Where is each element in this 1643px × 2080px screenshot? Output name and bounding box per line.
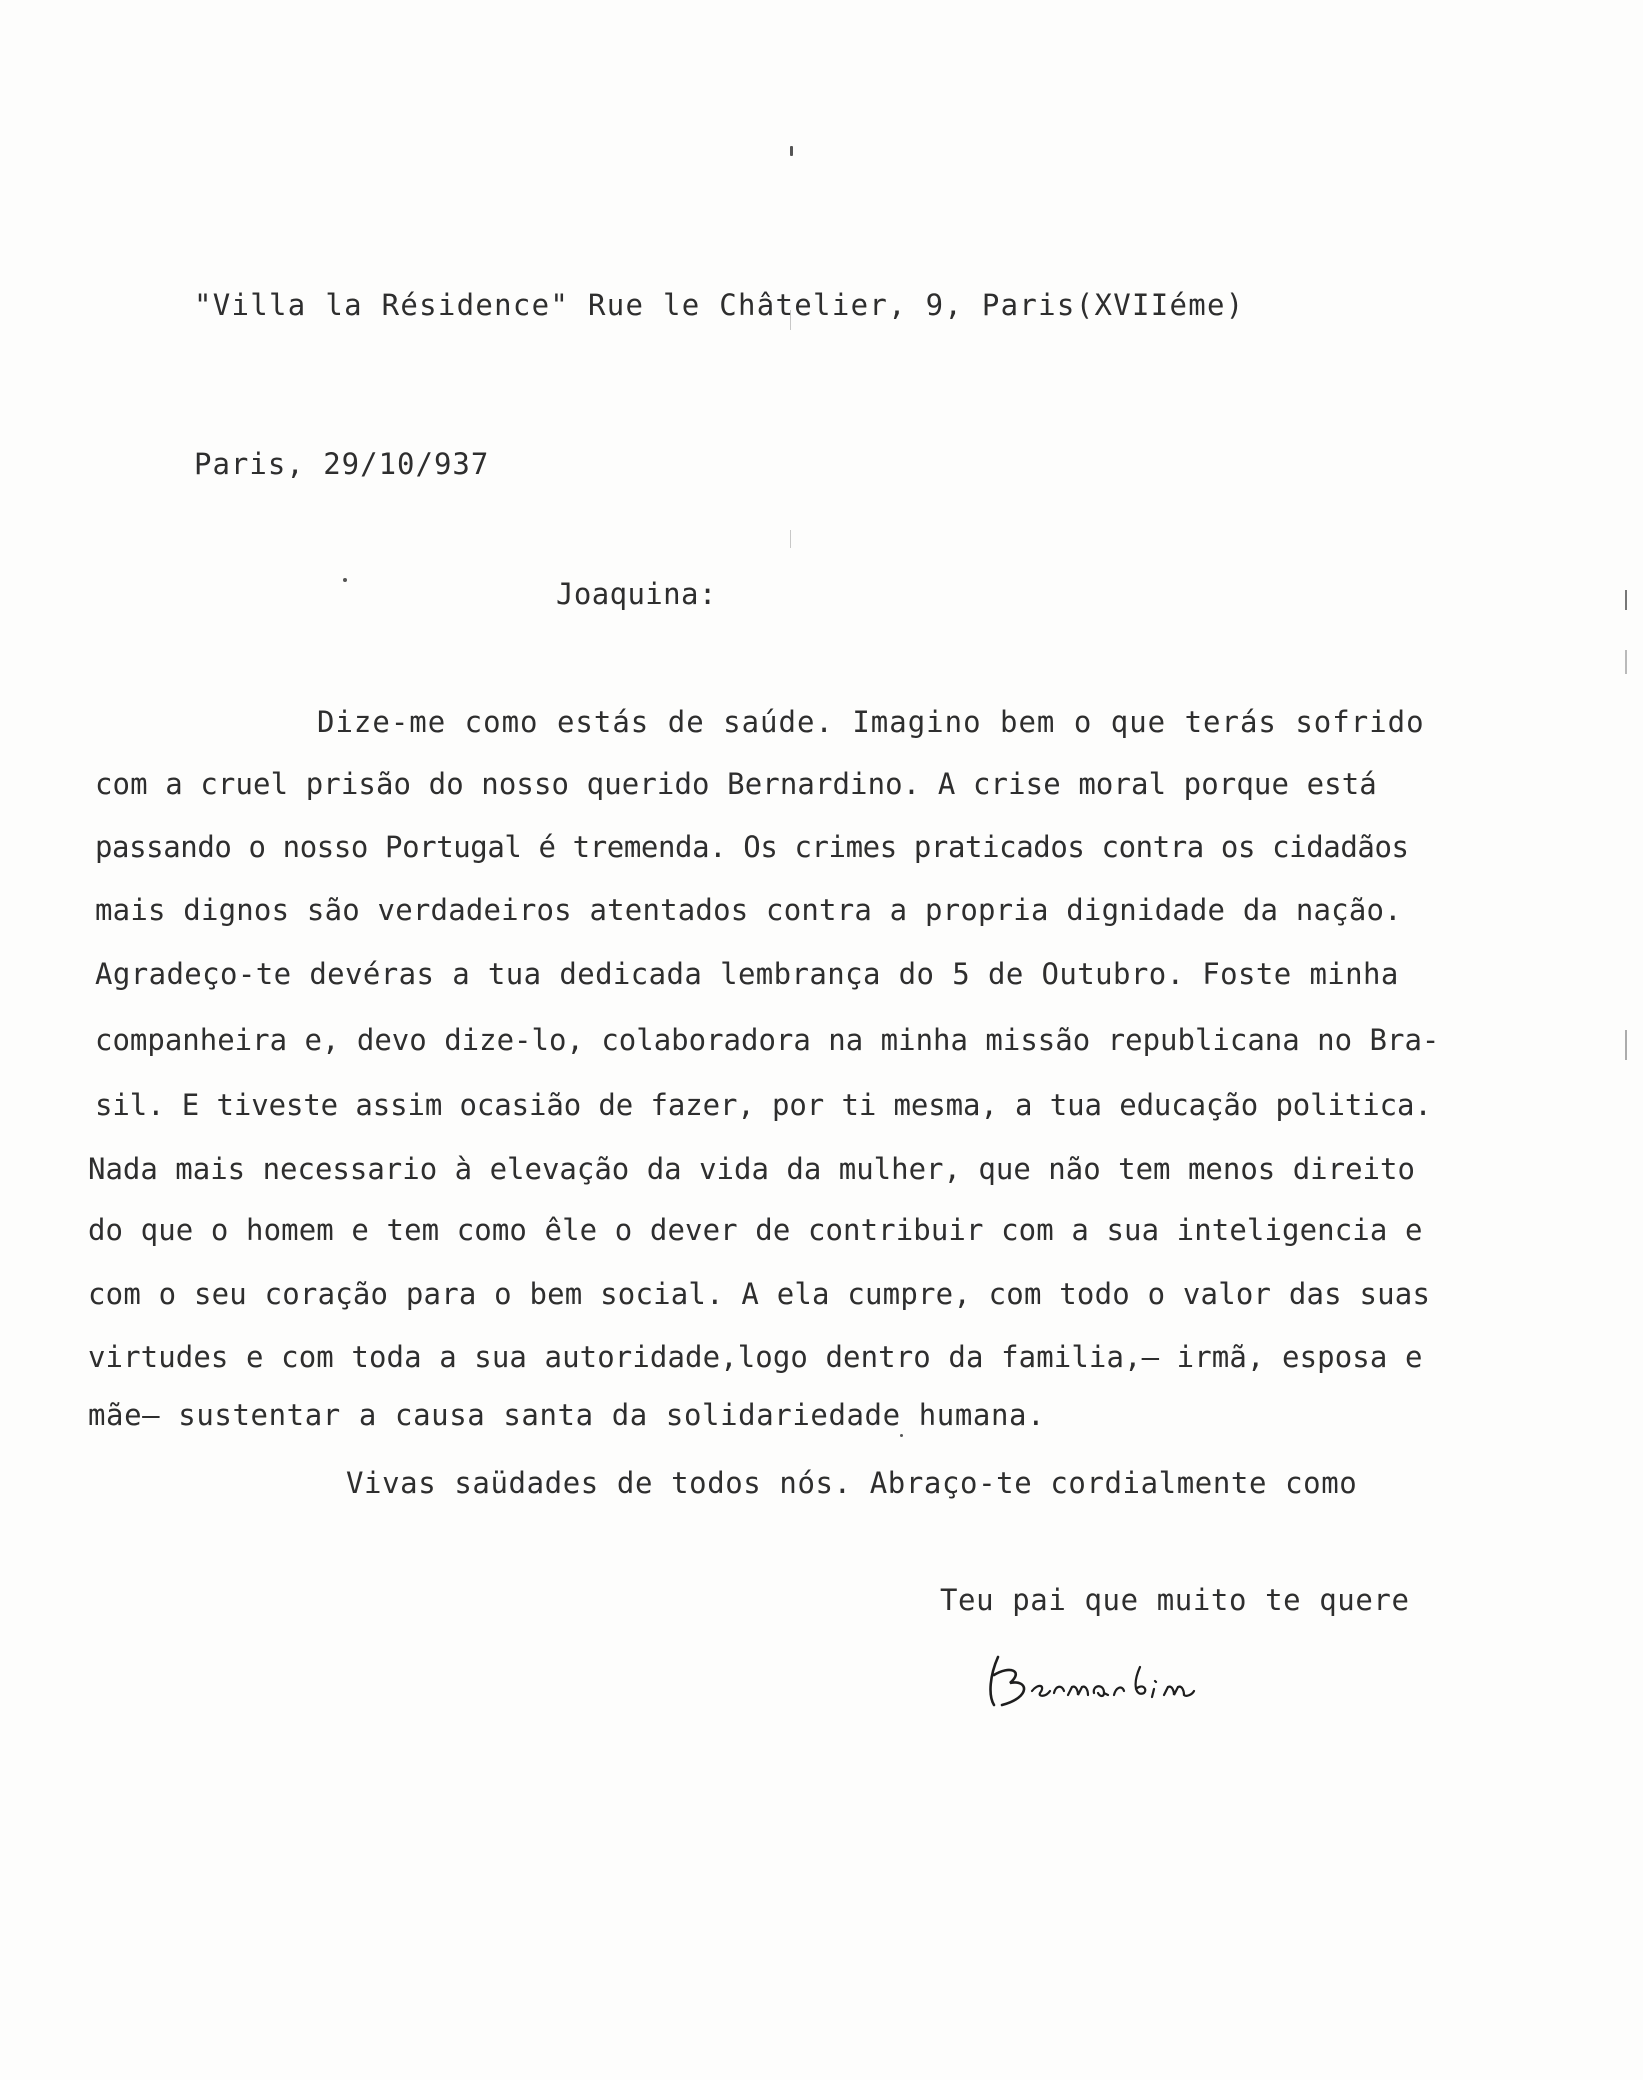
- sender-address: "Villa la Résidence" Rue le Châtelier, 9, Paris(XVIIéme): [194, 288, 1245, 322]
- letter-date: Paris, 29/10/937: [194, 447, 490, 481]
- margin-mark: [1625, 1030, 1627, 1060]
- signature: [980, 1645, 1230, 1715]
- body-line: Agradeço-te devéras a tua dedicada lembrança do 5 de Outubro. Foste minha: [95, 957, 1399, 991]
- body-line: virtudes e com toda a sua autoridade,logo dentro da familia,— irmã, esposa e: [88, 1340, 1423, 1374]
- body-line: mãe— sustentar a causa santa da solidariedade humana.: [88, 1398, 1046, 1432]
- scan-speck: [343, 578, 347, 582]
- scan-speck: [900, 1434, 903, 1437]
- body-line: do que o homem e tem como êle o dever de contribuir com a sua inteligencia e: [88, 1213, 1423, 1247]
- body-line: Dize-me como estás de saúde. Imagino bem o que terás sofrido: [317, 705, 1425, 739]
- body-line: mais dignos são verdadeiros atentados contra a propria dignidade da nação.: [95, 893, 1402, 927]
- closing-line: Vivas saüdades de todos nós. Abraço-te cordialmente como: [346, 1466, 1358, 1500]
- margin-mark: [1625, 590, 1627, 610]
- body-line: Nada mais necessario à elevação da vida da mulher, que não tem menos direito: [88, 1152, 1415, 1186]
- scan-speck: [790, 146, 793, 156]
- margin-mark: [1625, 650, 1627, 674]
- body-line: passando o nosso Portugal é tremenda. Os crimes praticados contra os cidadãos: [95, 830, 1409, 864]
- margin-mark: [790, 310, 791, 330]
- body-line: sil. E tiveste assim ocasião de fazer, por ti mesma, a tua educação politica.: [95, 1088, 1432, 1122]
- body-line: com o seu coração para o bem social. A ela cumpre, com todo o valor das suas: [88, 1277, 1431, 1311]
- margin-mark: [790, 530, 791, 548]
- body-line: com a cruel prisão do nosso querido Bernardino. A crise moral porque está: [95, 767, 1377, 801]
- salutation: Joaquina:: [556, 577, 717, 611]
- valediction: Teu pai que muito te quere: [940, 1583, 1410, 1617]
- body-line: companheira e, devo dize-lo, colaboradora na minha missão republicana no Bra-: [95, 1023, 1440, 1057]
